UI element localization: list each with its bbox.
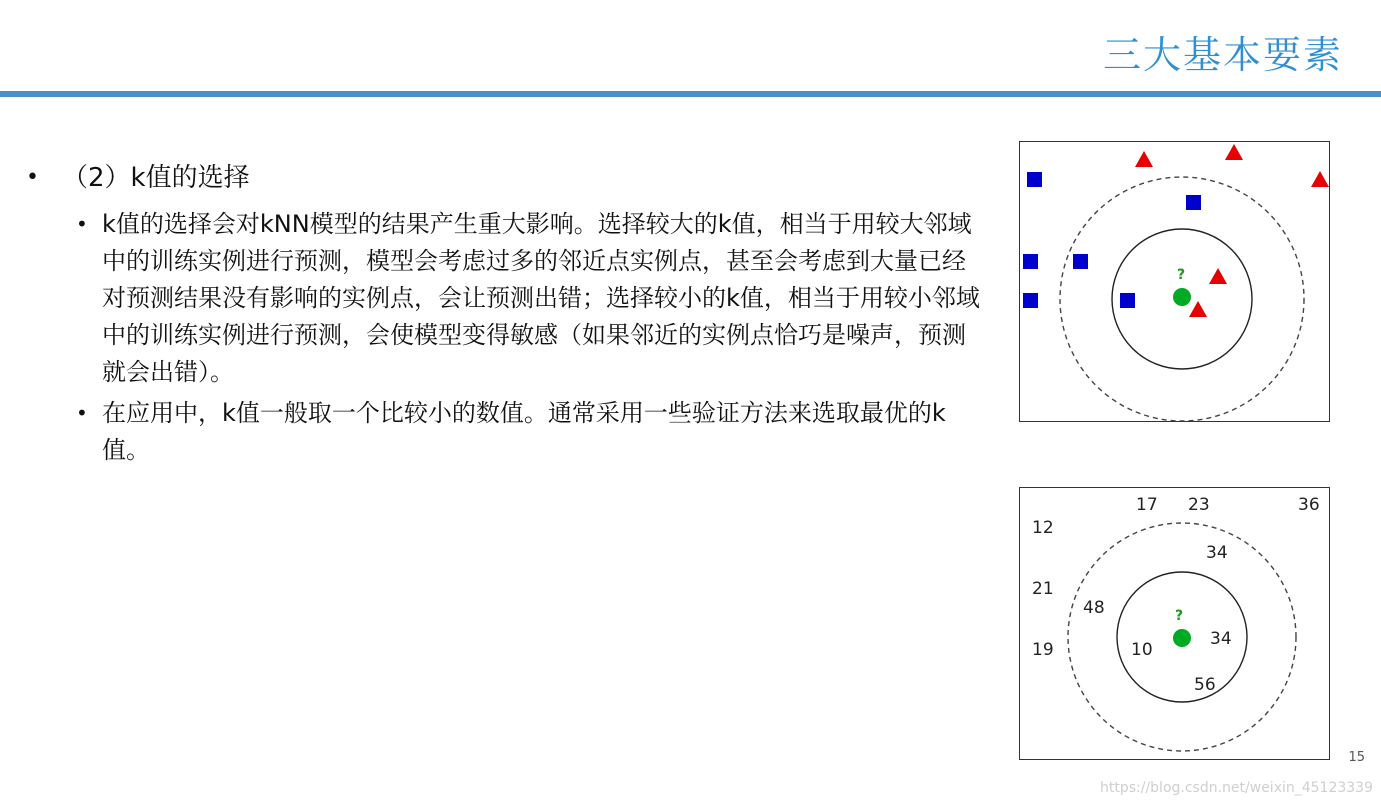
blue-square-point bbox=[1023, 293, 1038, 308]
query-mark: ? bbox=[1175, 608, 1184, 624]
knn-regression-svg bbox=[1020, 488, 1329, 759]
value-label: 56 bbox=[1194, 675, 1216, 695]
query-point bbox=[1173, 629, 1191, 647]
query-mark: ? bbox=[1177, 267, 1186, 283]
value-label: 21 bbox=[1032, 579, 1054, 599]
title-divider bbox=[0, 91, 1381, 97]
value-label: 34 bbox=[1210, 629, 1232, 649]
bullet-icon: • bbox=[26, 165, 39, 190]
blue-square-point bbox=[1023, 254, 1038, 269]
bullet-item-text: k值的选择会对kNN模型的结果产生重大影响。选择较大的k值，相当于用较大邻域中的训练实例进行预测，模型会考虑过多的邻近点实例点，甚至会考虑到大量已经对预测结果没有影响的实例点，会让预测出错；选择较小的k值，相当于用较小邻域中的训练实例进行预测，会使模型变得敏感（如果邻近的实例点恰巧是噪声，预测就会出错）。 bbox=[102, 210, 980, 386]
section-heading-text: （2）k值的选择 bbox=[62, 163, 250, 193]
value-label: 34 bbox=[1206, 543, 1228, 563]
knn-regression-figure bbox=[1019, 487, 1330, 760]
value-label: 17 bbox=[1136, 495, 1158, 515]
slide-content bbox=[22, 160, 982, 473]
red-triangle-point bbox=[1189, 301, 1207, 317]
value-label: 23 bbox=[1188, 495, 1210, 515]
bullet-item-text: 在应用中，k值一般取一个比较小的数值。通常采用一些验证方法来选取最优的k值。 bbox=[102, 399, 946, 464]
knn-classification-figure bbox=[1019, 141, 1330, 422]
bullet-item bbox=[76, 206, 982, 391]
section-heading bbox=[22, 160, 982, 196]
red-triangle-point bbox=[1135, 151, 1153, 167]
blue-square-point bbox=[1073, 254, 1088, 269]
red-triangle-point bbox=[1311, 171, 1329, 187]
blue-square-point bbox=[1186, 195, 1201, 210]
blue-square-point bbox=[1027, 172, 1042, 187]
query-point bbox=[1173, 288, 1191, 306]
red-triangle-point bbox=[1225, 144, 1243, 160]
knn-classification-svg bbox=[1020, 142, 1329, 421]
value-label: 10 bbox=[1131, 640, 1153, 660]
value-label: 48 bbox=[1083, 598, 1105, 618]
watermark: https://blog.csdn.net/weixin_45123339 bbox=[1099, 780, 1373, 796]
slide-title: 三大基本要素 bbox=[1102, 33, 1343, 77]
value-label: 12 bbox=[1032, 518, 1054, 538]
value-label: 36 bbox=[1298, 495, 1320, 515]
bullet-icon: • bbox=[76, 212, 88, 236]
blue-square-point bbox=[1120, 293, 1135, 308]
value-label: 19 bbox=[1032, 640, 1054, 660]
red-triangle-point bbox=[1209, 268, 1227, 284]
page-number: 15 bbox=[1348, 750, 1365, 765]
bullet-item bbox=[76, 395, 982, 469]
bullet-icon: • bbox=[76, 401, 88, 425]
